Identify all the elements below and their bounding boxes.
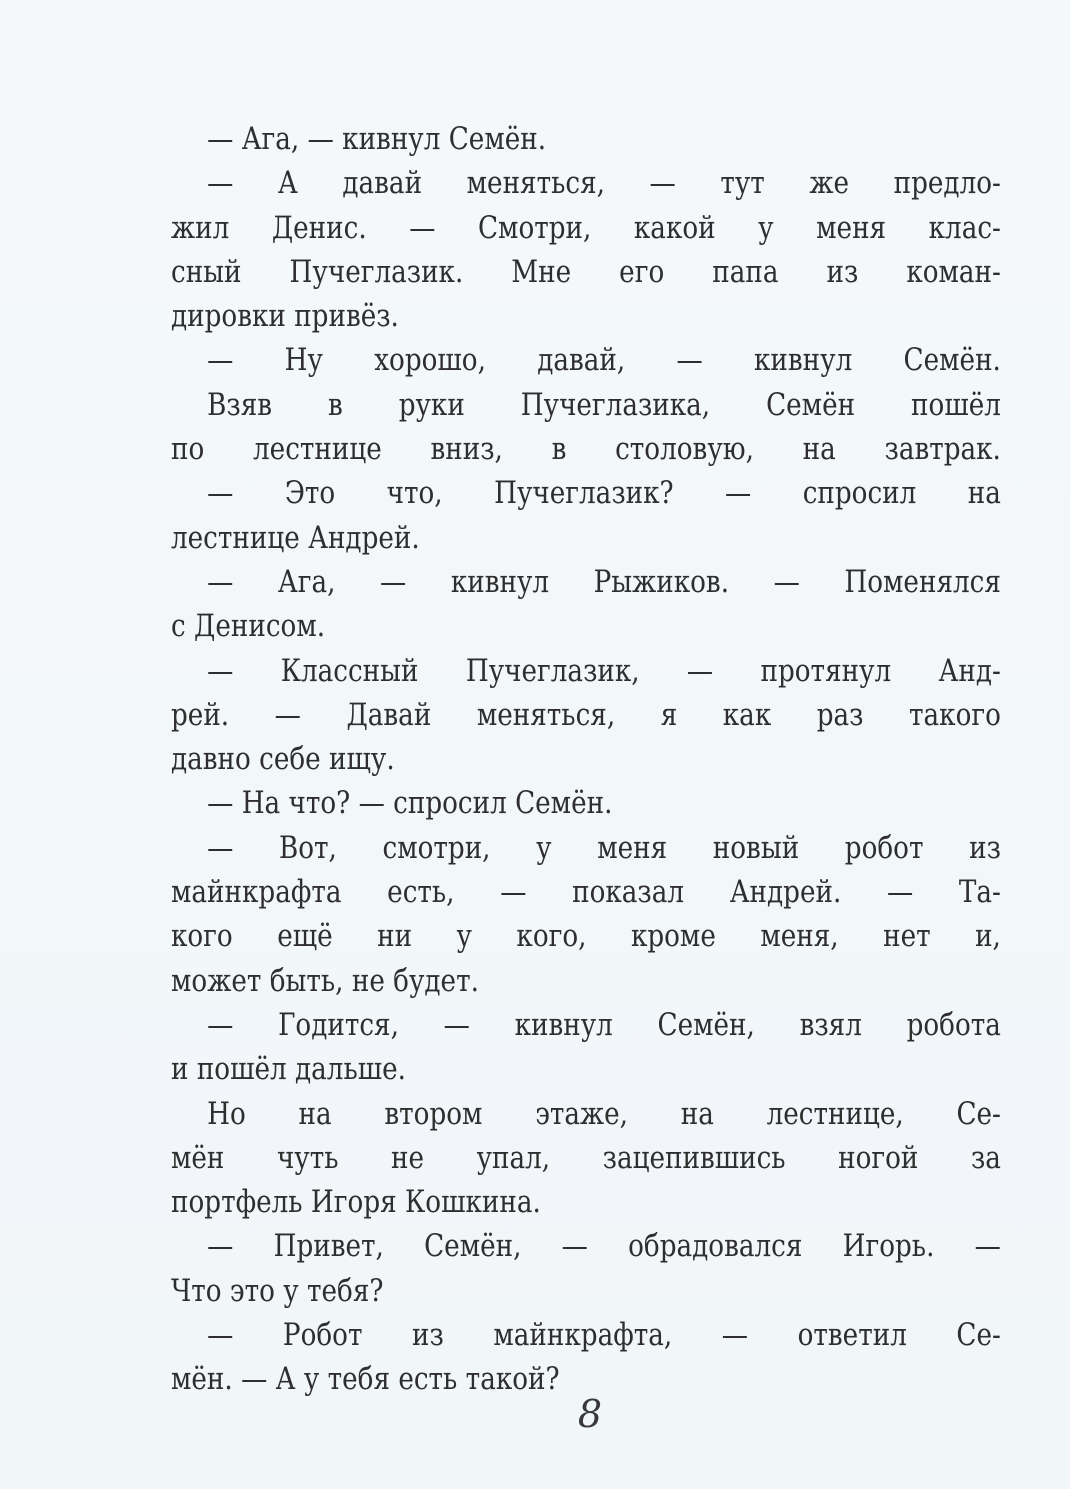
text-line: майнкрафта есть, — показал Андрей. — Та- <box>171 875 1001 911</box>
text-line: портфель Игоря Кошкина. <box>171 1185 541 1221</box>
text-line: мён чуть не упал, зацепившись ногой за <box>171 1140 1001 1176</box>
body-text <box>171 118 1001 1403</box>
text-line: давно себе ищу. <box>171 742 395 778</box>
text-line: — Ага, — кивнул Семён. <box>207 122 547 157</box>
text-line: Что это у тебя? <box>171 1273 384 1309</box>
text-line: рей. — Давай меняться, я как раз такого <box>171 697 1001 733</box>
text-line: Взяв в руки Пучеглазика, Семён пошёл <box>207 387 1001 423</box>
text-line: жил Денис. — Смотри, какой у меня клас- <box>171 210 1001 246</box>
text-line: с Денисом. <box>171 609 326 645</box>
text-line: лестнице Андрей. <box>171 520 420 556</box>
text-line: — А давай меняться, — тут же предло- <box>207 166 1001 202</box>
text-line: кого ещё ни у кого, кроме меня, нет и, <box>171 919 1001 955</box>
text-line: сный Пучеглазик. Мне его папа из коман- <box>171 254 1001 290</box>
text-line: дировки привёз. <box>171 299 399 335</box>
text-line: — На что? — спросил Семён. <box>207 786 613 822</box>
text-line: Но на втором этаже, на лестнице, Се- <box>207 1096 1001 1132</box>
text-line: — Это что, Пучеглазик? — спросил на <box>207 476 1001 512</box>
text-line: — Классный Пучеглазик, — протянул Анд- <box>207 653 1001 689</box>
text-line: — Привет, Семён, — обрадовался Игорь. — <box>207 1229 1001 1265</box>
text-line: — Ну хорошо, давай, — кивнул Семён. <box>207 343 1001 379</box>
page-number: 8 <box>577 1392 603 1436</box>
text-line: — Годится, — кивнул Семён, взял робота <box>207 1007 1001 1043</box>
text-line: мён. — А у тебя есть такой? <box>171 1362 560 1398</box>
text-line: по лестнице вниз, в столовую, на завтрак. <box>171 432 1001 468</box>
text-line: — Ага, — кивнул Рыжиков. — Поменялся <box>207 564 1001 600</box>
text-line: может быть, не будет. <box>171 963 479 999</box>
text-line: — Вот, смотри, у меня новый робот из <box>207 830 1001 866</box>
text-line: — Робот из майнкрафта, — ответил Се- <box>207 1318 1001 1354</box>
text-line: и пошёл дальше. <box>171 1052 406 1088</box>
